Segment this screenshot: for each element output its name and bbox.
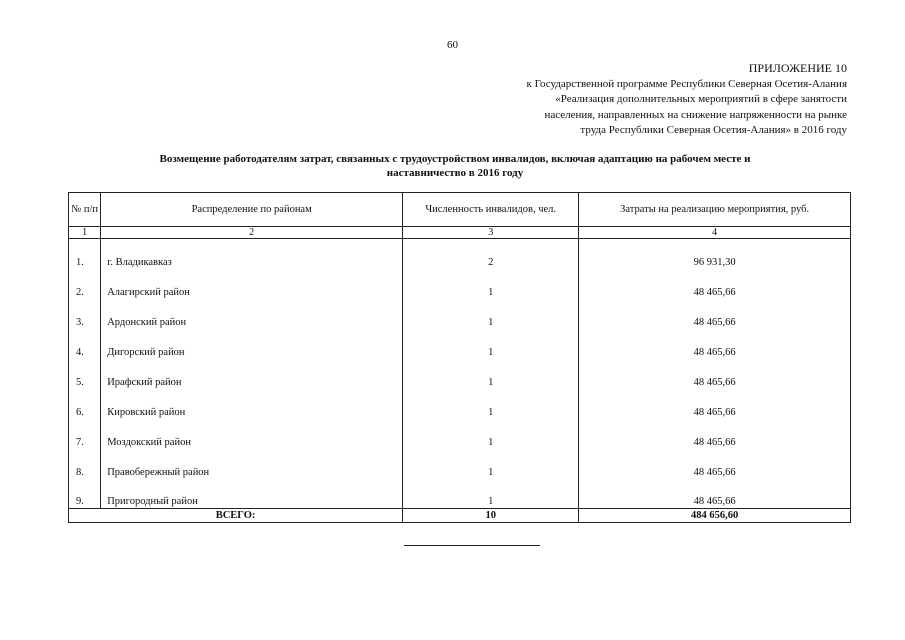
table-row <box>69 449 851 479</box>
row-cost: 96 931,30 <box>579 239 851 270</box>
header-district: Распределение по районам <box>101 193 403 227</box>
row-count: 1 <box>403 389 579 419</box>
page-number: 60 <box>447 39 458 51</box>
row-count: 1 <box>403 299 579 329</box>
row-num: 5. <box>69 359 101 389</box>
row-cost: 48 465,66 <box>579 269 851 299</box>
title-line: Возмещение работодателям затрат, связанных с трудоустройством инвалидов, включая адаптацию на рабочем месте и <box>159 153 751 165</box>
row-count: 1 <box>403 359 579 389</box>
row-district: Алагирский район <box>101 269 403 299</box>
table-row <box>69 269 851 299</box>
row-district: Дигорский район <box>101 329 403 359</box>
title-line: наставничество в 2016 году <box>386 167 524 179</box>
row-district: Ардонский район <box>101 299 403 329</box>
appendix-line: к Государственной программе Республики Северная Осетия-Алания <box>526 77 847 90</box>
total-label: ВСЕГО: <box>69 509 403 523</box>
row-count: 1 <box>403 269 579 299</box>
table-row <box>69 359 851 389</box>
row-district: Пригородный район <box>101 479 403 509</box>
row-num: 1. <box>69 239 101 270</box>
total-row <box>69 509 851 523</box>
row-district: г. Владикавказ <box>101 239 403 270</box>
row-district: Ирафский район <box>101 359 403 389</box>
table-row <box>69 239 851 270</box>
row-count: 1 <box>403 449 579 479</box>
row-district: Правобережный район <box>101 449 403 479</box>
appendix-heading: ПРИЛОЖЕНИЕ 10 <box>748 61 847 75</box>
column-index: 2 <box>101 227 403 239</box>
row-num: 7. <box>69 419 101 449</box>
row-cost: 48 465,66 <box>579 449 851 479</box>
table-row <box>69 419 851 449</box>
appendix-block <box>526 61 847 139</box>
closing-rule <box>404 545 540 546</box>
row-cost: 48 465,66 <box>579 299 851 329</box>
table-row <box>69 329 851 359</box>
row-cost: 48 465,66 <box>579 359 851 389</box>
row-count: 1 <box>403 329 579 359</box>
appendix-line: «Реализация дополнительных мероприятий в сфере занятости <box>555 93 847 105</box>
header-cost: Затраты на реализацию мероприятия, руб. <box>579 193 851 227</box>
row-cost: 48 465,66 <box>579 479 851 509</box>
row-count: 1 <box>403 419 579 449</box>
row-num: 8. <box>69 449 101 479</box>
row-district: Моздокский район <box>101 419 403 449</box>
header-num: № п/п <box>69 193 101 227</box>
row-num: 2. <box>69 269 101 299</box>
row-num: 4. <box>69 329 101 359</box>
total-cost: 484 656,60 <box>579 509 851 523</box>
table-header-row <box>69 193 851 227</box>
appendix-line: населения, направленных на снижение напряженности на рынке <box>544 108 847 121</box>
distribution-table <box>68 192 851 523</box>
column-index: 3 <box>403 227 579 239</box>
column-index-row <box>69 227 851 239</box>
row-num: 3. <box>69 299 101 329</box>
row-count: 2 <box>403 239 579 270</box>
document-title <box>60 152 850 180</box>
row-count: 1 <box>403 479 579 509</box>
table-row <box>69 479 851 509</box>
row-cost: 48 465,66 <box>579 419 851 449</box>
row-cost: 48 465,66 <box>579 329 851 359</box>
row-num: 9. <box>69 479 101 509</box>
column-index: 4 <box>579 227 851 239</box>
appendix-line: труда Республики Северная Осетия-Алания» в 2016 году <box>580 124 847 136</box>
row-cost: 48 465,66 <box>579 389 851 419</box>
column-index: 1 <box>69 227 101 239</box>
table-row <box>69 299 851 329</box>
row-district: Кировский район <box>101 389 403 419</box>
total-count: 10 <box>403 509 579 523</box>
table-row <box>69 389 851 419</box>
header-count: Численность инвалидов, чел. <box>403 193 579 227</box>
row-num: 6. <box>69 389 101 419</box>
